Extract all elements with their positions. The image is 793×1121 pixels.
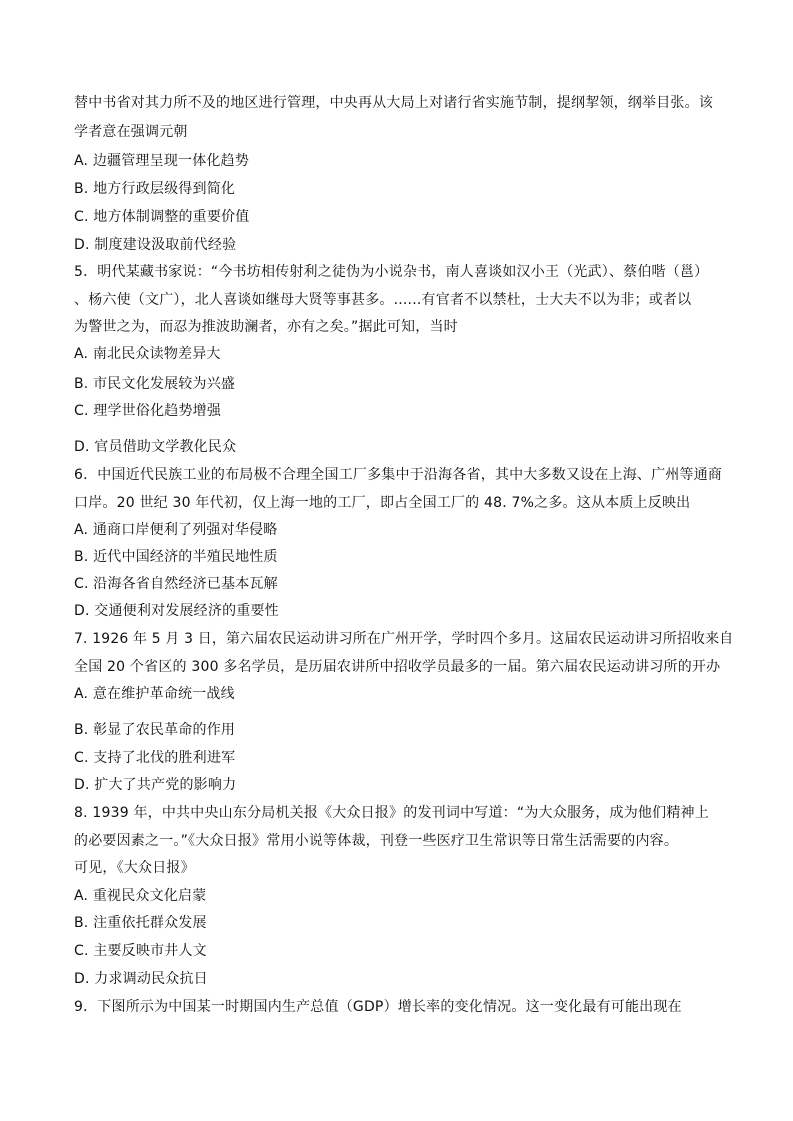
q4-option-b: B. 地方行政层级得到简化 <box>74 181 236 197</box>
q5-option-d: D. 官员借助文学教化民众 <box>74 439 237 455</box>
q4-stem-line-1: 替中书省对其力所不及的地区进行管理，中央再从大局上对诸行省实施节制，提纲挈领，纲举目张。该 <box>74 95 713 111</box>
q4-stem-line-2: 学者意在强调元朝 <box>74 124 188 140</box>
q4-option-a: A. 边疆管理呈现一体化趋势 <box>74 153 250 169</box>
q7-stem-line-2: 全国 20 个省区的 300 多名学员，是历届农讲所中招收学员最多的一届。第六届农民运动讲习所的开办 <box>74 659 721 675</box>
q8-option-c: C. 主要反映市井人文 <box>74 943 207 959</box>
q5-stem-line-3: 为警世之为，而忍为推波助澜者，亦有之矣。”据此可知，当时 <box>74 319 458 335</box>
q9-stem-line-1: 9．下图所示为中国某一时期国内生产总值（GDP）增长率的变化情况。这一变化最有可能出现在 <box>74 999 682 1015</box>
q5-stem-line-1: 5．明代某藏书家说：“今书坊相传射利之徒伪为小说杂书，南人喜谈如汉小王（光武）、蔡伯喈（邕） <box>74 264 709 280</box>
q7-option-c: C. 支持了北伐的胜利进军 <box>74 750 236 766</box>
q6-stem-line-1: 6．中国近代民族工业的布局极不合理全国工厂多集中于沿海各省，其中大多数又设在上海、广州等通商 <box>74 467 723 483</box>
q4-option-d: D. 制度建设汲取前代经验 <box>74 237 237 253</box>
q5-stem-line-2: 、杨六使（文广），北人喜谈如继母大贤等事甚多。......有官者不以禁杜，士大夫不以为非；或者以 <box>74 292 692 308</box>
q6-option-d: D. 交通便利对发展经济的重要性 <box>74 603 279 619</box>
q5-option-a: A. 南北民众读物差异大 <box>74 346 221 362</box>
q5-option-c: C. 理学世俗化趋势增强 <box>74 403 222 419</box>
q8-stem-line-2: 的必要因素之一。”《大众日报》常用小说等体裁，刊登一些医疗卫生常识等日常生活需要的内容。 <box>74 833 679 849</box>
q7-option-b: B. 彰显了农民革命的作用 <box>74 722 236 738</box>
q7-stem-line-1: 7. 1926 年 5 月 3 日，第六届农民运动讲习所在广州开学，学时四个多月。这届农民运动讲习所招收来自 <box>74 631 734 647</box>
q7-option-d: D. 扩大了共产党的影响力 <box>74 777 237 793</box>
q6-option-b: B. 近代中国经济的半殖民地性质 <box>74 549 278 565</box>
q4-option-c: C. 地方体制调整的重要价值 <box>74 209 250 225</box>
q8-stem-line-3: 可见，《大众日报》 <box>74 860 195 876</box>
q6-option-a: A. 通商口岸便利了列强对华侵略 <box>74 522 278 538</box>
q5-option-b: B. 市民文化发展较为兴盛 <box>74 376 236 392</box>
q8-option-d: D. 力求调动民众抗日 <box>74 971 208 987</box>
q6-stem-line-2: 口岸。20 世纪 30 年代初，仅上海一地的工厂，即占全国工厂的 48. 7%之多。这从本质上反映出 <box>74 495 691 511</box>
q8-stem-line-1: 8. 1939 年，中共中央山东分局机关报《大众日报》的发刊词中写道：“为大众服务，成为他们精神上 <box>74 805 709 821</box>
q6-option-c: C. 沿海各省自然经济已基本瓦解 <box>74 576 278 592</box>
q7-option-a: A. 意在维护革命统一战线 <box>74 686 235 702</box>
q8-option-a: A. 重视民众文化启蒙 <box>74 888 207 904</box>
q8-option-b: B. 注重依托群众发展 <box>74 915 207 931</box>
